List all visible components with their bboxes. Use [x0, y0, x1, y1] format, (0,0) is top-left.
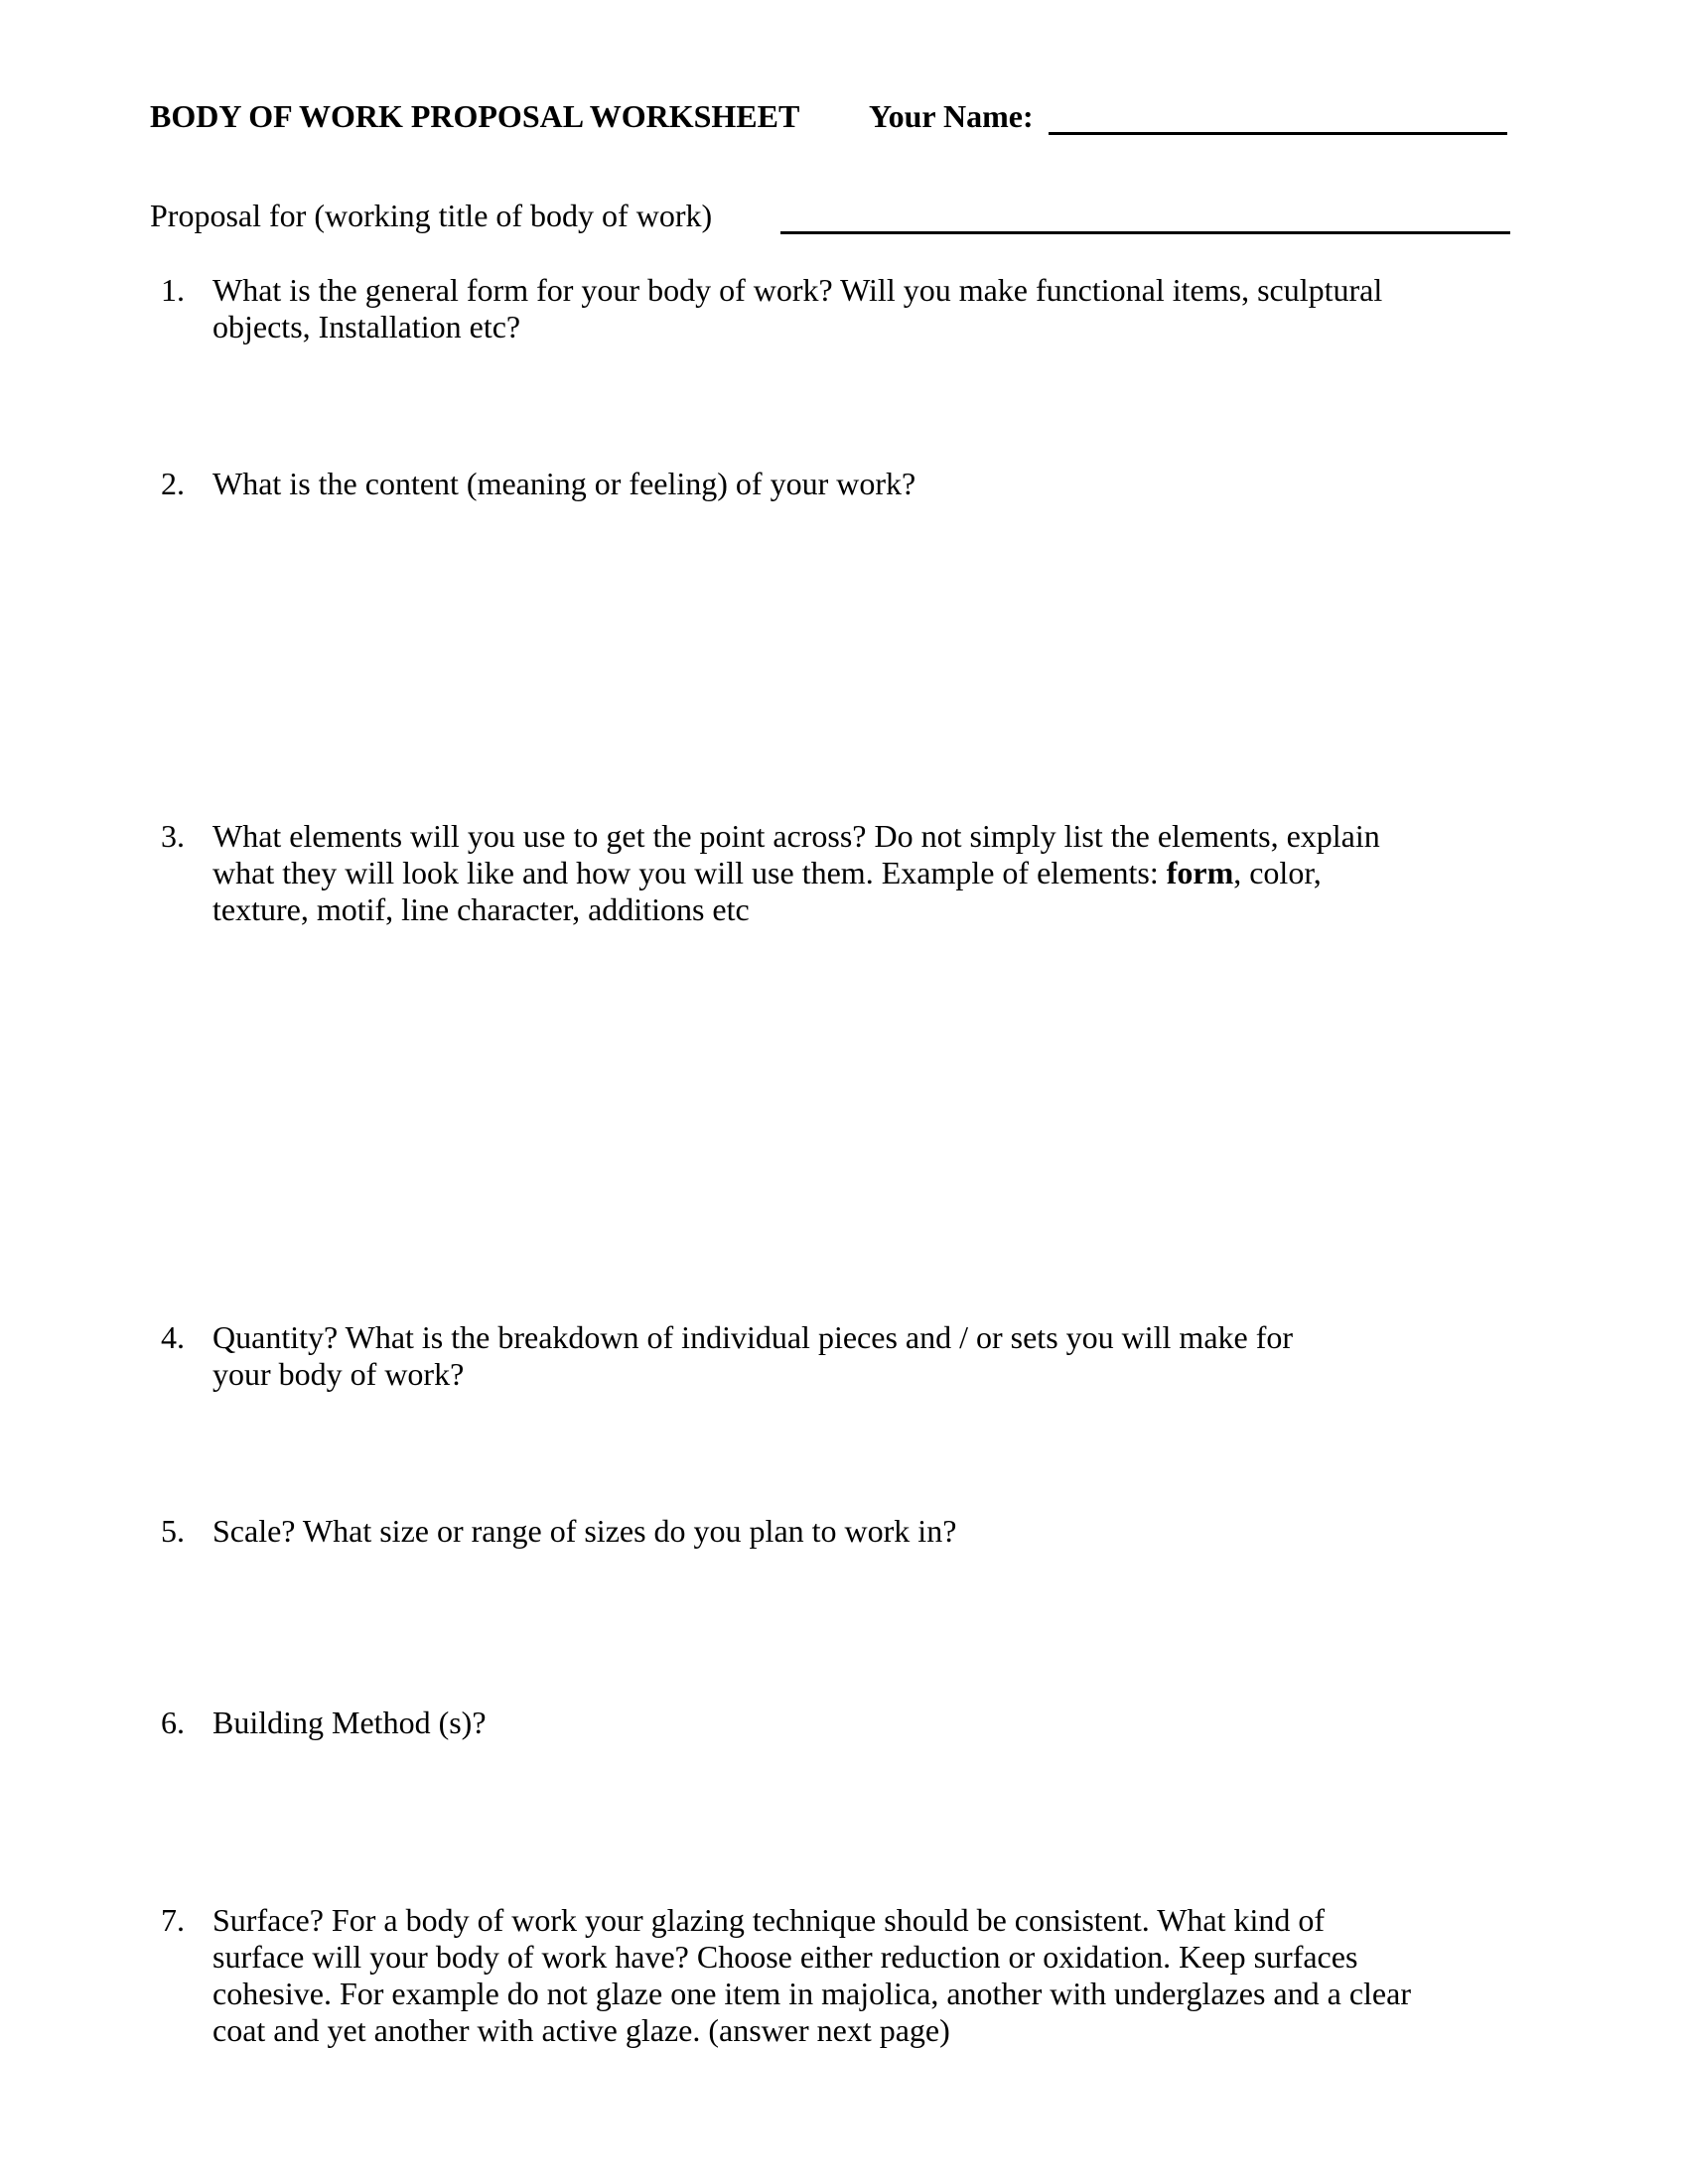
question-3-line: texture, motif, line character, additions etc — [212, 891, 750, 927]
proposal-title-blank-line — [780, 231, 1510, 234]
question-2-line: What is the content (meaning or feeling) of your work? — [212, 466, 916, 501]
question-2-number: 2. — [161, 466, 185, 501]
page-title: BODY OF WORK PROPOSAL WORKSHEET — [150, 98, 800, 134]
question-7-line: coat and yet another with active glaze. (answer next page) — [212, 2012, 950, 2048]
question-3 — [149, 818, 1559, 928]
question-3-line2-pre: what they will look like and how you will use them. Example of elements: — [212, 855, 1167, 890]
question-6 — [149, 1705, 1559, 1741]
proposal-title-label: Proposal for (working title of body of work) — [150, 198, 713, 233]
question-5-number: 5. — [161, 1513, 185, 1549]
question-6-line: Building Method (s)? — [212, 1705, 487, 1740]
question-4-line: your body of work? — [212, 1356, 465, 1392]
question-4-number: 4. — [161, 1319, 185, 1355]
question-4-line: Quantity? What is the breakdown of individual pieces and / or sets you will make for — [212, 1319, 1294, 1355]
question-3-line — [212, 855, 1559, 891]
question-5-line: Scale? What size or range of sizes do you plan to work in? — [212, 1513, 957, 1549]
question-1-line: What is the general form for your body of work? Will you make functional items, sculptural — [212, 272, 1383, 308]
question-7-line: Surface? For a body of work your glazing technique should be consistent. What kind of — [212, 1902, 1326, 1938]
question-3-line2-post: , color, — [1233, 855, 1322, 890]
question-1 — [149, 272, 1559, 345]
question-3-number: 3. — [161, 818, 185, 854]
question-1-number: 1. — [161, 272, 185, 308]
question-7 — [149, 1902, 1559, 2049]
question-7-line: surface will your body of work have? Choose either reduction or oxidation. Keep surfaces — [212, 1939, 1358, 1975]
question-3-line: What elements will you use to get the point across? Do not simply list the elements, explain — [212, 818, 1380, 854]
question-7-number: 7. — [161, 1902, 185, 1938]
question-7-line: cohesive. For example do not glaze one item in majolica, another with underglazes and a clear — [212, 1976, 1411, 2011]
question-3-line2-bold-word: form — [1166, 855, 1234, 890]
question-2 — [149, 466, 1559, 502]
your-name-label: Your Name: — [869, 98, 1034, 134]
question-4 — [149, 1319, 1559, 1393]
question-6-number: 6. — [161, 1705, 185, 1740]
name-blank-line — [1049, 132, 1507, 135]
question-5 — [149, 1513, 1559, 1550]
question-1-line: objects, Installation etc? — [212, 309, 521, 344]
